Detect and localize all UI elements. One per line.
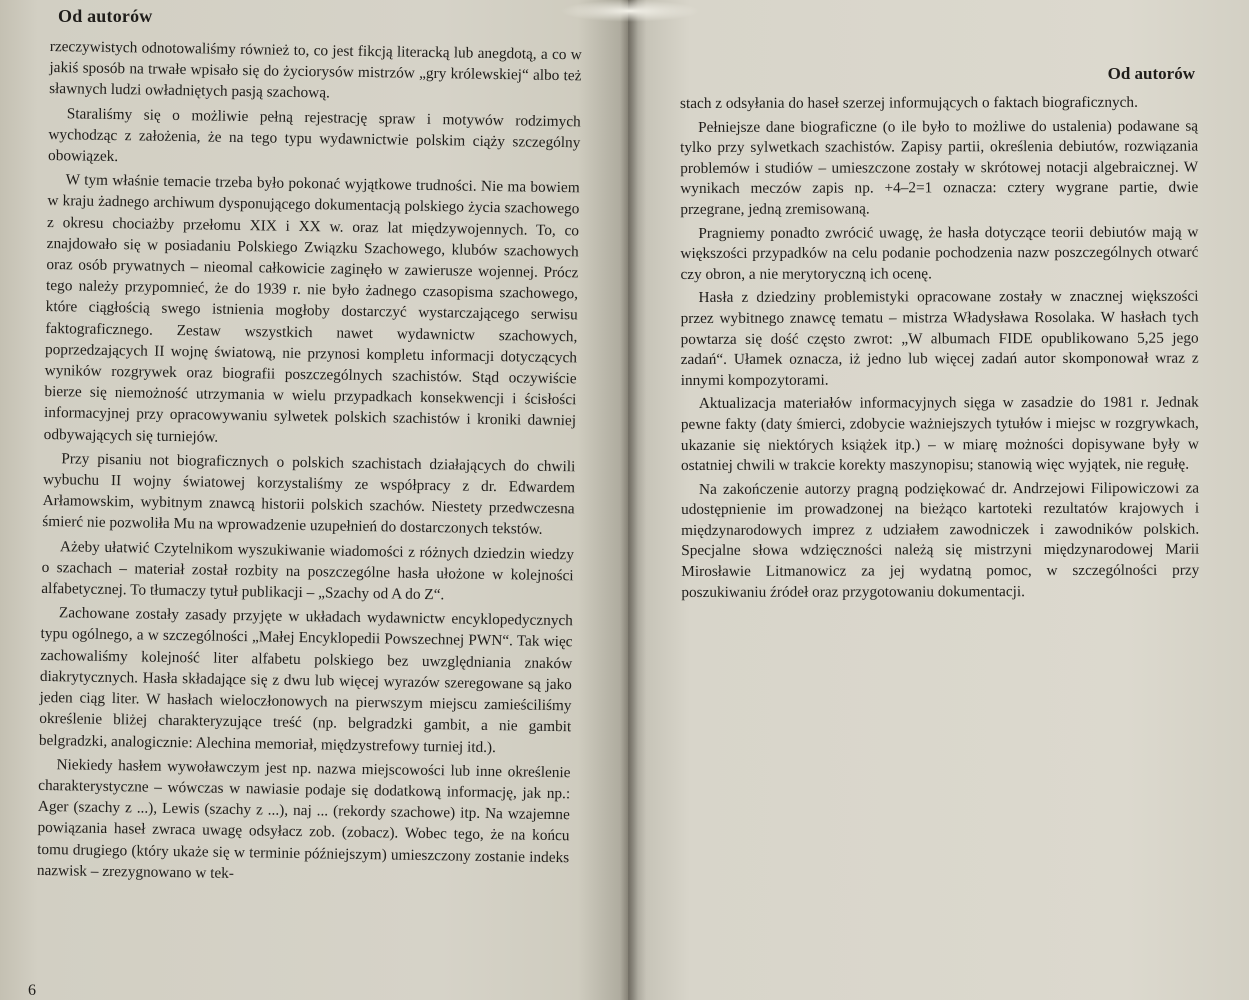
paragraph: Pełniejsze dane biograficzne (o ile było to możliwe do ustalenia) podawane są tylko przy sylwetkach szachistów. Zapisy partii, określenia debiutów, rozwiązania problemów i studiów – umieszczone zostały w skrótowej notacji algebraicznej. W wynikach meczów zapis np. +4–2=1 oznacza: cztery wygrane partie, dwie przegrane, jedną zremisowaną.	[680, 117, 1199, 218]
paragraph: Pragniemy ponadto zwrócić uwagę, że hasła dotyczące teorii debiutów mają w większości przypadków na celu podanie pochodzenia nazw poszczególnych otwarć czy obron, a nie merytoryczną ich ocenę.	[680, 223, 1199, 283]
paragraph: Ażeby ułatwić Czytelnikom wyszukiwanie wiadomości z różnych dziedzin wiedzy o szachach – materiał został rozbity na poszczególne hasła ułożone w kolejności alfabetycznej. To tłumaczy tytuł publikacji – „Szachy od A do Z“.	[41, 537, 575, 604]
book-gutter-shadow	[620, 0, 638, 1000]
page-number: 6	[28, 982, 36, 999]
paragraph: Aktualizacja materiałów informacyjnych sięga w zasadzie do 1981 r. Jednak pewne fakty (daty śmierci, zdobycie ważniejszych tytułów i miejsc w rozgrywkach, ukazanie się niektórych książek itp.) – w miarę możności dopisywane były w ostatniej chwili w trakcie korekty maszynopisu; stanowią więc wyjątek, nie regułę.	[680, 393, 1199, 475]
right-page	[628, 0, 1249, 1000]
paragraph: stach z odsyłania do haseł szerzej informujących o faktach biograficznych.	[680, 93, 1138, 112]
right-page-text	[680, 93, 1199, 607]
paragraph: Na zakończenie autorzy pragną podziękować dr. Andrzejowi Filipowiczowi za udostępnienie im prowadzonej na bieżąco kartoteki rezultatów krajowych i międzynarodowych imprez z udziałem zawodniczek i zawodników polskich. Specjalne słowa wdzięczności należą się mistrzyni międzynarodowej Marii Mirosławie Litmanowicz za jej wydatną pomoc, w szczególności przy poszukiwaniu źródeł oraz przygotowaniu dokumentacji.	[681, 479, 1200, 601]
paragraph: Hasła z dziedziny problemistyki opracowane zostały w znacznej większości przez wybitnego znawcę tematu – mistrza Władysława Rosolaka. W hasłach tych powtarza się dość często zwrot: „W albumach FIDE opublikowano 5,25 jego zadań“. Ułamek oznacza, iż jedno lub więcej zadań autor skomponował wraz z innymi kompozytorami.	[680, 287, 1199, 389]
paragraph: rzeczywistych odnotowaliśmy również to, co jest fikcją literacką lub anegdotą, a co w jakiś sposób na trwałe wpisało się do życiorysów mistrzów „gry królewskiej“ albo też sławnych ludzi owładniętych pasją szachową.	[49, 37, 582, 102]
page-light-glare	[560, 0, 700, 22]
paragraph: Przy pisaniu not biograficznych o polskich szachistach działających do chwili wybuchu II wojny światowej korzystaliśmy ze współpracy z dr. Edwardem Arłamowskim, wybitnym znawcą historii polskich szachów. Niestety przedwczesna śmierć nie pozwoliła Mu na wprowadzenie uzupełnień do dostarczonych tekstów.	[42, 450, 576, 539]
paragraph: Staraliśmy się o możliwie pełną rejestrację spraw i motywów rodzimych wychodząc z założenia, że na tego typu wydawnictwie polskim ciąży szczególny obowiązek.	[47, 104, 581, 166]
right-page-header: Od autorów	[1107, 64, 1195, 83]
left-page-text	[37, 36, 582, 892]
paragraph: Zachowane zostały zasady przyjęte w układach wydawnictw encyklopedycznych typu ogólnego, a w szczególności „Małej Encyklopedii Powszechnej PWN“. Tak więc zachowaliśmy kolejność liter alfabetu polskiego bez uwzględniania znaków diakrytycznych. Hasła składające się z dwu lub więcej wyrazów szeregowane są jako jeden ciąg liter. W hasłach wieloczłonowych na pierwszym miejscu zamieściliśmy określenie bliżej charakteryzujące treść (np. belgradzki gambit, a nie gambit belgradzki, analogicznie: Alechina memoriał, międzystrefowy turniej itd.).	[38, 604, 574, 756]
left-page-header: Od autorów	[58, 6, 153, 26]
paragraph: W tym właśnie temacie trzeba było pokonać wyjątkowe trudności. Nie ma bowiem w kraju żadnego archiwum dysponującego dokumentacją polskiego życia szachowego z okresu chociażby przełomu XIX i XX w. oraz lat międzywojennych. To, co znajdowało się w posiadaniu Polskiego Związku Szachowego, klubów szachowych oraz osób prywatnych – nieomal całkowicie zaginęło w zawierusze wojennej. Prócz tego należy przypomnieć, że do 1939 r. nie było żadnego czasopisma szachowego, które ciągłością swego istnienia mogłoby dostarczyć wystarczającego serwisu faktograficznego. Zestaw wszystkich nawet wydawnictw szachowych, poprzedzających II wojnę światową, nie przynosi kompletu informacji dotyczących wyników rozgrywek oraz biografii poszczególnych szachistów. Stąd oczywiście bierze się niemożność utrzymania w wielu przypadkach konsekwencji i ścisłości informacyjnej przy opracowywaniu sylwetek polskich szachistów i kroniki dawniej odbywających się turniejów.	[43, 171, 580, 446]
paragraph: Niekiedy hasłem wywoławczym jest np. nazwa miejscowości lub inne określenie charakterystyczne – wówczas w nawiasie podaje się dodatkową informację, jak np.: Ager (szachy z ...), Lewis (szachy z ...), naj ... (rekordy szachowe) itp. Na wzajemne powiązania haseł zwraca uwagę odsyłacz zob. (zobacz). Wobec tego, że na końcu tomu drugiego (który ukaże się w terminie późniejszym) umieszczony zostanie indeks nazwisk – zrezygnowano w tek-	[36, 755, 571, 882]
